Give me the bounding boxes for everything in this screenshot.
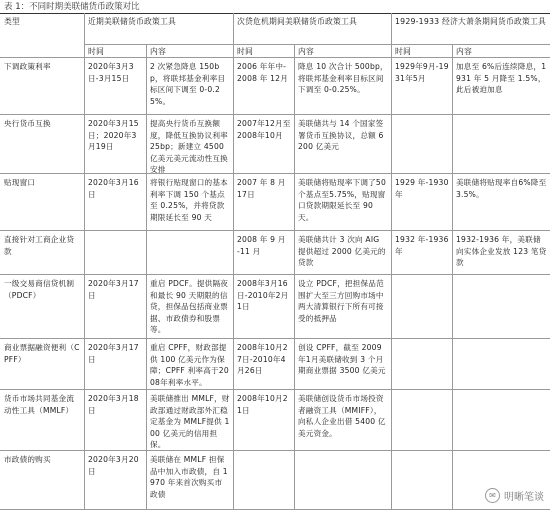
- recent-content: 将银行贴现窗口的基本利率下调 150 个基点至 0.25%，并将贷款期限延长至 90 天: [150, 178, 228, 222]
- recent-time: 2020年3月16日: [88, 178, 139, 199]
- subprime-time: 2008 年 9 月 -11 月: [237, 235, 286, 256]
- header-time: 时间: [237, 47, 253, 56]
- recent-time: 2020年3月3日-3月15日: [88, 62, 134, 83]
- recent-time: 2020年3月15日；2020年3月19日: [88, 119, 139, 152]
- row-divider: [0, 114, 550, 115]
- recent-time: 2020年3月17日: [88, 343, 139, 364]
- recent-content: 重启 CPFF，财政部提供 100 亿美元作为保障；CPFF 利率高于2008年利率水平。: [150, 343, 229, 387]
- depression-content: 1932-1936 年，美联储向实体企业发放 123 笔贷款: [456, 235, 547, 268]
- column-divider: [294, 44, 295, 509]
- row-divider: [0, 338, 550, 339]
- column-divider: [233, 13, 234, 509]
- depression-content: 加息至 6%后连续降息，1931 年 5 月降至 1.5%，此后被迫加息: [456, 62, 547, 95]
- depression-time: 1932 年-1936 年: [395, 235, 449, 256]
- subprime-content: 设立 PDCF，把担保品范围扩大至三方回购市场中两大清算银行下所有可接受的抵押品: [298, 279, 384, 323]
- recent-content: 美联储在 MMLF 担保品中加入市政债，自 1970 年来首次购买市政债: [150, 455, 228, 499]
- top-rule: [0, 13, 550, 14]
- subprime-time: 2006 年年中-2008 年 12月: [237, 62, 289, 83]
- recent-content: 2 次紧急降息 150bp，将联邦基金利率目标区间下调至 0-0.25%。: [150, 62, 226, 106]
- subprime-content: 美联储共计 3 次向 AIG 提供超过 2000 亿美元的贷款: [298, 235, 386, 268]
- row-type: 货币市场共同基金流动性工具（MMLF）: [4, 394, 75, 415]
- row-type: 直接针对工商企业贷款: [4, 235, 75, 256]
- row-type: 贴现窗口: [4, 178, 36, 187]
- row-type: 下调政策利率: [4, 62, 51, 71]
- header-group-recent: 近期美联储货币政策工具: [88, 17, 176, 26]
- row-type: 央行货币互换: [4, 119, 51, 128]
- column-divider: [146, 44, 147, 509]
- header-time: 时间: [88, 47, 104, 56]
- column-divider: [84, 13, 85, 509]
- row-type: 商业票据融资便利（CPFF）: [4, 343, 80, 364]
- subprime-time: 2008年10月21日: [237, 394, 288, 415]
- depression-time: 1929 年-1930 年: [395, 178, 449, 199]
- recent-content: 美联储推出 MMLF，财政部通过财政部外汇稳定基金为 MMLF提供 100 亿美元的信用担保。: [150, 394, 230, 450]
- subheader-rule: [84, 44, 550, 45]
- recent-content: 提高央行货币互换额度，降低互换协议利率 25bp；新建立 4500 亿美元美元流动性互换安排: [150, 119, 228, 175]
- column-divider: [391, 13, 392, 509]
- header-time: 时间: [395, 47, 411, 56]
- header-content: 内容: [456, 47, 472, 56]
- row-divider: [0, 509, 550, 510]
- subprime-content: 美联储共与 14 个国家签署货币互换协议，总额 6200 亿美元: [298, 119, 384, 152]
- subprime-time: 2007 年 8 月 17日: [237, 178, 286, 199]
- watermark-text: 明晰笔谈: [504, 492, 544, 503]
- table-title: 表 1：不同时期美联储货币政策对比: [4, 2, 140, 12]
- header-group-subprime: 次贷危机期间美联储货币政策工具: [237, 17, 357, 26]
- recent-time: 2020年3月18日: [88, 394, 139, 415]
- chat-bubble-icon: ✉: [485, 488, 500, 503]
- subprime-time: 2007年12月至2008年10月: [237, 119, 291, 140]
- row-divider: [0, 274, 550, 275]
- recent-time: 2020年3月20日: [88, 455, 139, 476]
- depression-content: 美联储将贴现率自6%降至3.5%。: [456, 178, 547, 199]
- column-divider: [452, 44, 453, 509]
- header-group-depression: 1929-1933 经济大萧条期间货币政策工具: [395, 17, 546, 26]
- subprime-content: 创设 CPFF，截至 2009年1月美联储收到 3 个月期商业票据 3500 亿美元: [298, 343, 386, 376]
- subprime-content: 美联储创设货币市场投资者融资工具（MMIFF），向私人企业出借 5400 亿美元资金。: [298, 394, 386, 438]
- row-type: 一级交易商信贷机制（PDCF）: [4, 279, 75, 300]
- header-content: 内容: [298, 47, 314, 56]
- row-divider: [0, 173, 550, 174]
- watermark: [485, 488, 544, 503]
- subprime-time: 2008年10月27日-2010年4月26日: [237, 343, 288, 376]
- row-divider: [0, 389, 550, 390]
- recent-content: 重启 PDCF。提供隔夜和最长 90 天期限的信贷，担保品包括商业票据、市政债券和股票等。: [150, 279, 229, 335]
- depression-time: 1929年9月-1931年5月: [395, 62, 449, 83]
- header-content: 内容: [150, 47, 166, 56]
- row-divider: [0, 450, 550, 451]
- recent-time: 2020年3月17日: [88, 279, 139, 300]
- subprime-time: 2008年3月16日-2010年2月1日: [237, 279, 289, 312]
- header-type: 类型: [4, 17, 20, 26]
- subprime-content: 降息 10 次合计 500bp，将联邦基金利率目标区间下调至 0-0.25%。: [298, 62, 388, 95]
- row-type: 市政债的购买: [4, 455, 51, 464]
- row-divider: [0, 230, 550, 231]
- subprime-content: 美联储将贴现率下调了50个基点至5.75%，贴现窗口贷款期限延长至 90 天。: [298, 178, 386, 222]
